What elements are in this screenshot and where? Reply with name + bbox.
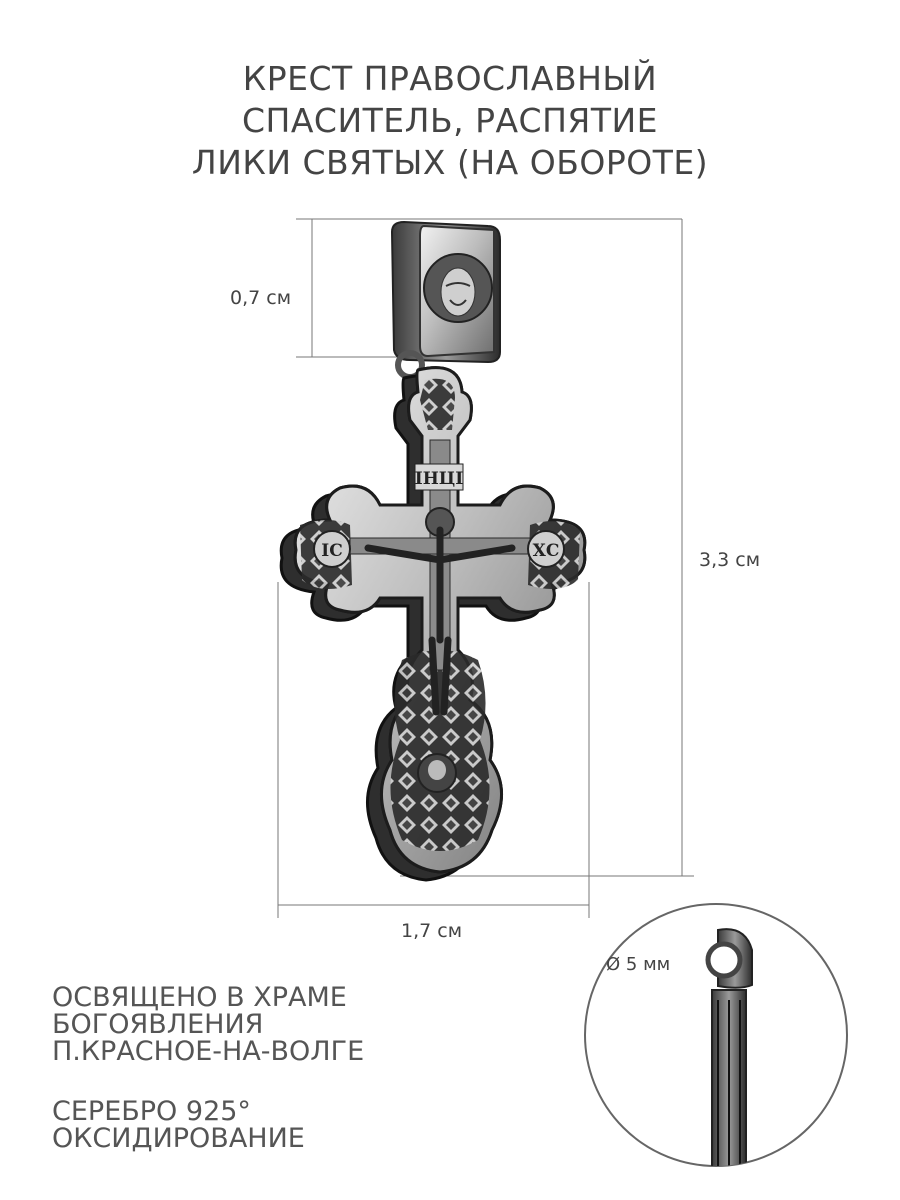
inscription-left: ІС [321,541,343,561]
material-text [52,1098,305,1152]
material-line-1: СЕРЕБРО 925° [52,1096,251,1127]
consecration-text [52,984,364,1065]
inscription-right: ХС [532,541,560,561]
title-line-2: СПАСИТЕЛЬ, РАСПЯТИЕ [241,101,659,140]
bail-height-label: 0,7 см [230,287,292,309]
bail [392,222,500,377]
total-height-label: 3,3 см [699,549,761,571]
inscription-top: ІНЦІ [414,469,464,489]
material-line-2: ОКСИДИРОВАНИЕ [52,1123,305,1154]
consecration-line-2: БОГОЯВЛЕНИЯ [52,1009,264,1040]
consecration-line-3: П.КРАСНОЕ-НА-ВОЛГЕ [52,1036,365,1067]
title-line-3: ЛИКИ СВЯТЫХ (НА ОБОРОТЕ) [191,143,709,182]
title-line-1: КРЕСТ ПРАВОСЛАВНЫЙ [242,59,658,98]
side-view-detail [585,904,847,1190]
consecration-line-1: ОСВЯЩЕНО В ХРАМЕ [52,982,347,1013]
bail-diameter-label: Ø 5 мм [606,954,671,975]
width-label: 1,7 см [401,920,463,942]
